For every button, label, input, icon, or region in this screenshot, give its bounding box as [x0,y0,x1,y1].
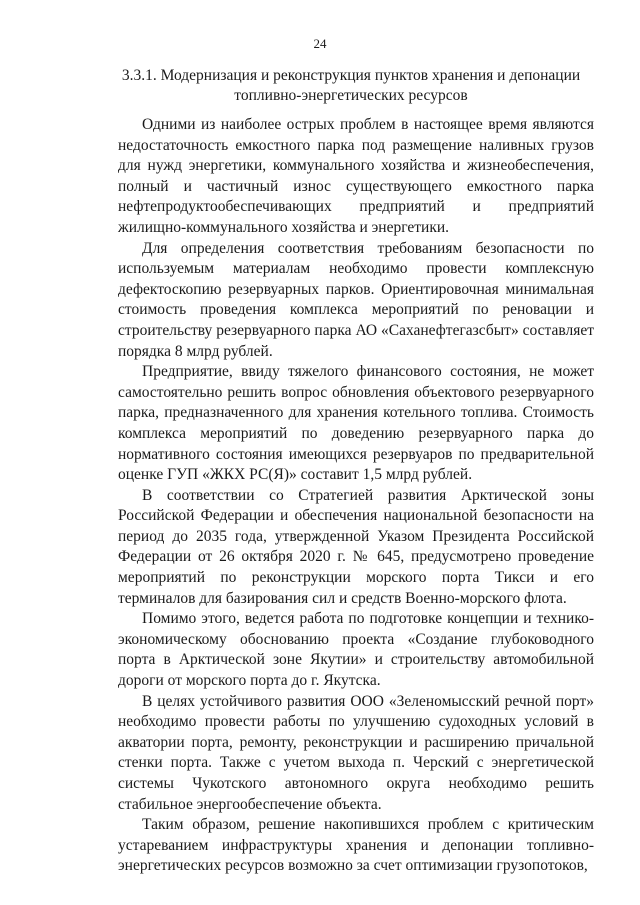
paragraph-4: В соответствии со Стратегией развития Арктической зоны Российской Федерации и обеспечения национальной безопасности на период до 2035 года, утвержденной Указом Президента Российской Федерации от 26 октября 2020 г. № 645, предусмотрено проведение мероприятий по реконструкции морского порта Тикси и его терминалов для базирования сил и средств Военно-морского флота. [118,486,594,607]
document-body [118,115,594,877]
paragraph-7: Таким образом, решение накопившихся проблем с критическим устареванием инфраструктуры хранения и депонации топливно-энергетических ресурсов возможно за счет оптимизации грузопотоков, [118,816,594,875]
paragraph-5: Помимо этого, ведется работа по подготовке концепции и технико-экономическому обоснованию проекта «Создание глубоководного порта в Арктической зоне Якутии» и строительству автомобильной дороги от морского порта до г. Якутска. [118,610,594,690]
paragraph-2: Для определения соответствия требованиям безопасности по используемым материалам необходимо провести комплексную дефектоскопию резервуарных парков. Ориентировочная минимальная стоимость проведения комплекса мероприятий по реновации и строительству резервуарного парка АО «Саханефтегазсбыт» составляет порядка 8 млрд рублей. [118,239,594,360]
paragraph-6: В целях устойчивого развития ООО «Зеленомысский речной порт» необходимо провести работы по улучшению судоходных условий в акватории порта, ремонту, реконструкции и расширению причальной стенки порта. Также с учетом выхода п. Черский с энергетической системы Чукотского автономного округа необходимо решить стабильное энергообеспечение объекта. [118,692,594,813]
page-number: 24 [313,36,327,51]
section-heading-line-1: 3.3.1. Модернизация и реконструкция пунктов хранения и депонации [121,67,581,84]
paragraph-3: Предприятие, ввиду тяжелого финансового состояния, не может самостоятельно решить вопрос обновления объектового резервуарного парка, предназначенного для хранения котельного топлива. Стоимость комплекса мероприятий по доведению резервуарного парка до нормативного состояния имеющихся резервуаров по предварительной оценке ГУП «ЖКХ РС(Я)» составит 1,5 млрд рублей. [118,363,594,484]
paragraph-1: Одними из наиболее острых проблем в настоящее время являются недостаточность емкостного парка под размещение наливных грузов для нужд энергетики, коммунального хозяйства и жизнеобеспечения, полный и частичный износ существующего емкостного парка нефтепродуктообеспечивающих предприятий и предприятий жилищно-коммунального хозяйства и энергетики. [118,116,594,236]
section-heading [108,66,594,106]
section-heading-line-2: топливно-энергетических ресурсов [234,87,468,104]
